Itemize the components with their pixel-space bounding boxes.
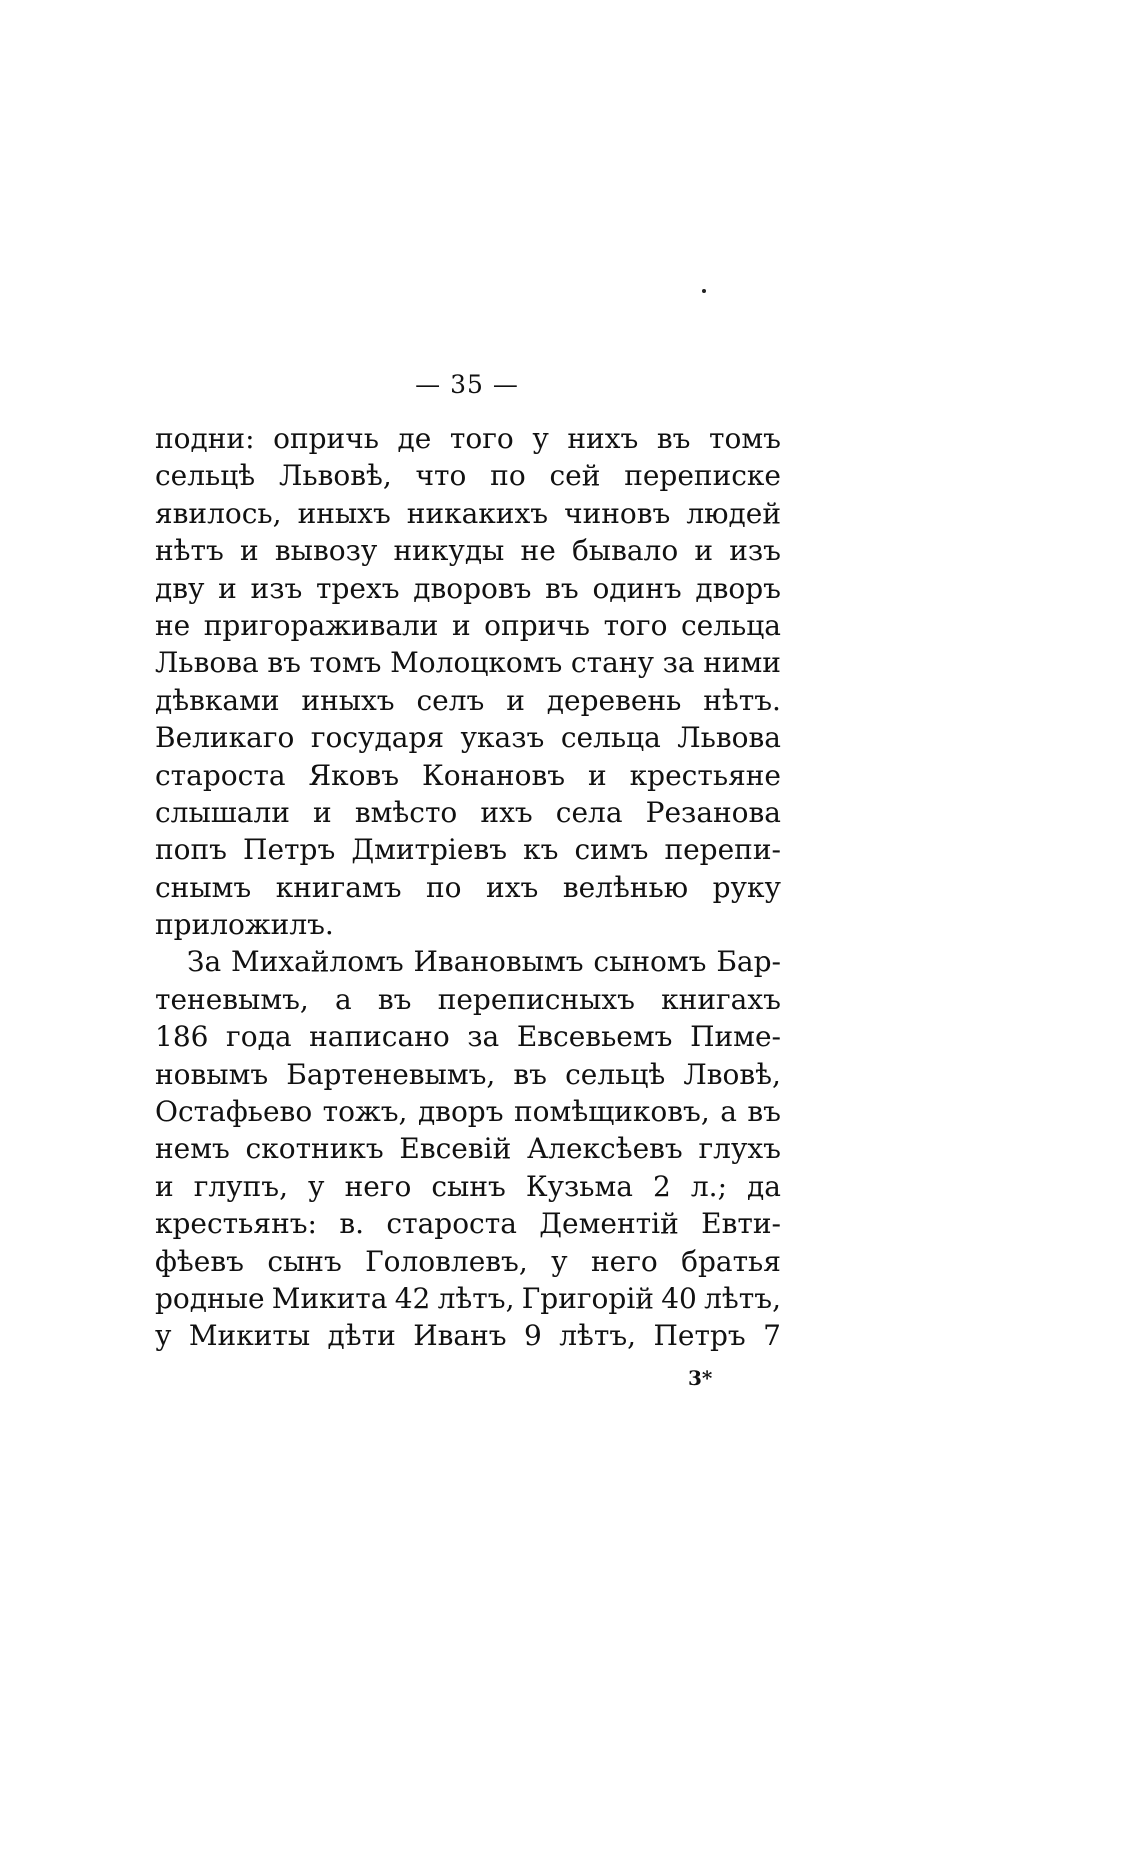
text-line: не пригораживали и опричь того сельца xyxy=(155,608,781,642)
text-line: приложилъ. xyxy=(155,908,334,942)
text-line: староста Яковъ Конановъ и крестьяне xyxy=(155,758,781,792)
text-line: теневымъ, а въ переписныхъ книгахъ xyxy=(155,982,781,1016)
text-line: Великаго государя указъ сельца Львова xyxy=(155,721,781,755)
text-line: и глупъ, у него сынъ Кузьма 2 л.; да xyxy=(155,1169,781,1203)
text-line: Остафьево тожъ, дворъ помѣщиковъ, а въ xyxy=(155,1095,781,1129)
body-text xyxy=(155,420,781,1355)
text-line: новымъ Бартеневымъ, въ сельцѣ Лвовѣ, xyxy=(155,1057,781,1091)
text-line: дву и изъ трехъ дворовъ въ одинъ дворъ xyxy=(155,571,781,605)
text-line: Львова въ томъ Молоцкомъ стану за ними xyxy=(155,646,781,680)
page-number: — 35 — xyxy=(415,370,519,399)
ink-speck xyxy=(702,289,706,293)
signature-mark: 3* xyxy=(688,1366,713,1390)
text-line: фѣевъ сынъ Головлевъ, у него братья xyxy=(155,1244,781,1278)
text-line: крестьянъ: в. староста Дементій Евти- xyxy=(155,1207,781,1241)
text-line: у Микиты дѣти Иванъ 9 лѣтъ, Петръ 7 xyxy=(155,1319,781,1353)
text-line: явилось, иныхъ никакихъ чиновъ людей xyxy=(155,496,781,530)
text-line: немъ скотникъ Евсевій Алексѣевъ глухъ xyxy=(155,1132,781,1166)
text-line: 186 года написано за Евсевьемъ Пиме- xyxy=(155,1020,781,1054)
text-line: дѣвками иныхъ селъ и деревень нѣтъ. xyxy=(155,683,781,717)
text-line: попъ Петръ Дмитріевъ къ симъ перепи- xyxy=(155,833,781,867)
text-line: нѣтъ и вывозу никуды не бывало и изъ xyxy=(155,534,781,568)
text-line: слышали и вмѣсто ихъ села Резанова xyxy=(155,795,781,829)
text-line: За Михайломъ Ивановымъ сыномъ Бар- xyxy=(187,945,781,979)
text-line: сельцѣ Львовѣ, что по сей переписке xyxy=(155,459,781,493)
text-line: родные Микита 42 лѣтъ, Григорій 40 лѣтъ, xyxy=(155,1281,781,1315)
text-line: снымъ книгамъ по ихъ велѣнью руку xyxy=(155,870,781,904)
text-line: подни: опричь де того у нихъ въ томъ xyxy=(155,422,781,455)
